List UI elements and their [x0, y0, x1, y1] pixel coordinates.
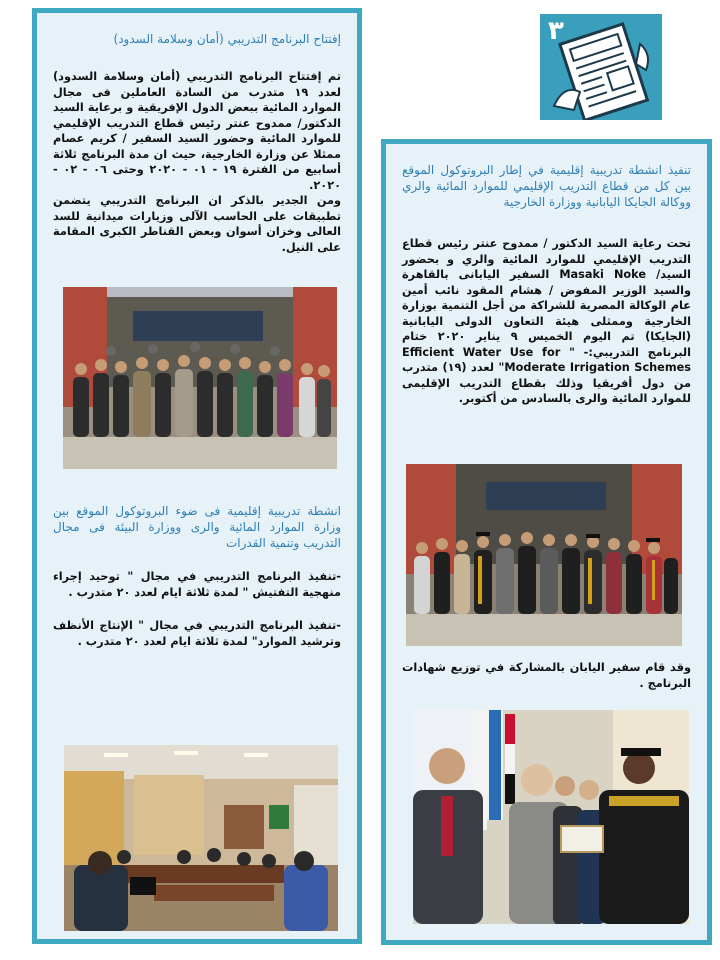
- certificate-handover-photo: [413, 710, 689, 924]
- group-photo-dam-safety: [63, 287, 337, 469]
- group-photo-graduation: [406, 464, 682, 646]
- certificate-caption: وقد قام سفير اليابان بالمشاركة في توزيع شهادات البرنامج .: [402, 661, 691, 690]
- environment-protocol-heading: انشطة تدريبية إقليمية فى ضوء البروتوكول الموقع بين وزارة الموارد المائية والرى ووزارة البيئة فى مجال التدريب وتنمية القدرات: [53, 504, 341, 550]
- jica-protocol-heading: تنفيذ انشطة تدريبية إقليمية في إطار البروتوكول الموقع بين كل من قطاع التدريب الإقليمي للموارد المائية والري ووكالة الجايكا اليابانية ووزارة الخارجية: [402, 163, 691, 209]
- issue-badge: [540, 14, 662, 120]
- issue-number: ٣: [548, 16, 564, 46]
- cleaner-production-item: -تنفيذ البرنامج التدريبي في مجال " الإنتاج الأنظف وترشيد الموارد" لمدة ثلاثة ايام لعدد ٢٠ متدرب .: [53, 619, 341, 648]
- left-panel: [32, 8, 362, 944]
- dam-safety-paragraph: تم إفتتاح البرنامج التدريبي (أمان وسلامة السدود) لعدد ١٩ متدرب من السادة العاملين فى مجال الموارد المائية ببعض الدول الإفريقية و برعاية السيد الدكتور/ ممدوح عنتر رئيس قطاع التدريب الإقليمي للموارد المائية وحضور السيد السفير / كريم عصام ممثلا عن وزارة الخارجية، حيث ان مدة البرنامج ثلاثة أسابيع من الفترة ١٩ - ٠١ - ٢٠٢٠ وحتى ٠٦ - ٠٢ - ٢٠٢٠.: [53, 70, 342, 192]
- dam-safety-heading: إفتتاح البرنامج التدريبي (أمان وسلامة السدود): [113, 32, 341, 46]
- newspaper-icon: [540, 14, 662, 120]
- inspection-program-item: -تنفيذ البرنامج التدريبي في مجال " توحيد إجراء منهجية التفتيش " لمدة ثلاثة ايام لعدد ٢٠ متدرب .: [53, 570, 341, 599]
- classroom-photo: [64, 745, 338, 931]
- jica-program-paragraph: تحت رعاية السيد الدكتور / ممدوح عنتر رئيس قطاع التدريب الإقليمي للموارد المائية والري و بحضور السيد/ Masaki Noke السفير اليابانى بالقاهرة والسيد الوزير المفوض / هشام المقود نائب أمين عام الوكالة المصرية للشراكة من أجل التنمية بوزارة الخارجية وممثلى هيئة التعاون الدولى اليابانية (الجايكا) تم اليوم الخميس ٩ يناير ٢٠٢٠ ختام البرنامج التدريبي:- " Efficient Water Use for Moderate Irrigation Schemes" لعدد (١٩) متدرب من دول أفريقيا وذلك بقطاع التدريب الإقليمى للموارد المائية والرى بالسادس من أكتوبر.: [402, 237, 691, 405]
- dam-safety-paragraph-2: ومن الجدير بالذكر ان البرنامج التدريبي يتضمن تطبيقات على الحاسب الآلى وزيارات ميدانية للسد العالى وخزان أسوان وبعض القناطر الكبرى المقامة على النيل.: [53, 194, 341, 254]
- right-panel: [381, 139, 712, 945]
